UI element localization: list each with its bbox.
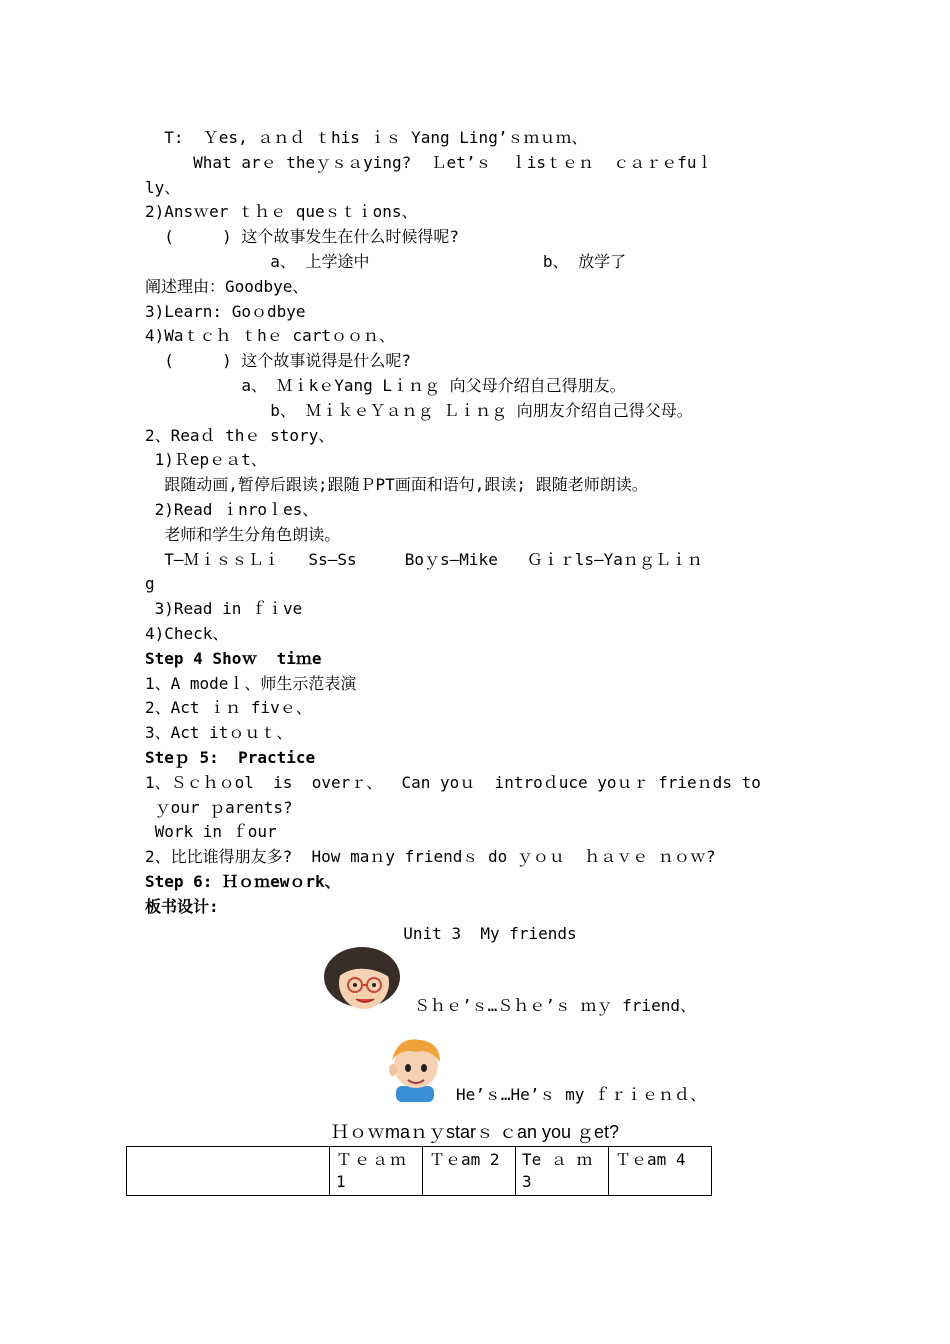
text-line: ( ) 这个故事说得是什么呢? <box>145 351 411 371</box>
text-line: Work in ｆour <box>145 822 277 842</box>
text-line: 1、Ｓｃｈｏol is overｒ、 Can yoｕ introｄuce yoｕｒ frieｎds to <box>145 772 761 792</box>
table-cell-team-1: Ｔｅａｍ 1 <box>330 1147 423 1196</box>
text-line: ly、 <box>145 177 181 197</box>
table-cell-team-3: Te ａ ｍ 3 <box>516 1147 609 1196</box>
text-line: 3、Act itｏｕｔ、 <box>145 723 293 743</box>
text-line: 老师和学生分角色朗读。 <box>145 524 341 544</box>
text-line: 阐述理由：Goodbye、 <box>145 276 309 296</box>
text-line: 1、A modeｌ、师生示范表演 <box>145 673 357 693</box>
section-heading: Steｐ 5: Practice <box>145 748 316 767</box>
text-line: 4)Waｔｃｈ ｔhｅ cartｏｏｎ、 <box>145 326 395 346</box>
text-line: 跟随动画,暂停后跟读;跟随ＰPT画面和语句,跟读; 跟随老师朗读。 <box>145 475 648 495</box>
board-she-line: Ｓｈｅ’ｓ…Ｓｈｅ’ｓ ｍｙ friend、 <box>414 996 696 1015</box>
text-line: 1)Ｒepｅａt、 <box>145 450 267 470</box>
text-line: ( ) 这个故事发生在什么时候得呢? <box>145 227 459 247</box>
board-question: Ｈｏｗmaｎｙstarｓ ｃan you ｇet? <box>330 1122 620 1142</box>
text-line: T—ＭｉｓｓＬｉ Ss—Ss Boｙs—Mike Ｇｉｒls—YaｎｇＬｉｎ <box>145 549 703 569</box>
text-line: b、 ＭｉｋｅＹａｎｇ Ｌｉｎｇ 向朋友介绍自己得父母。 <box>145 400 693 420</box>
text-line: 2、Reaｄ thｅ story、 <box>145 425 335 445</box>
text-line: What arｅ theｙｓａying? Ｌet’ｓ ｌisｔｅｎ ｃａｒｅfuｌ <box>145 152 713 172</box>
text-line: 3)Read in ｆｉve <box>145 599 303 619</box>
text-line: 2、Act ｉｎ fivｅ、 <box>145 698 312 718</box>
board-he-line: He’ｓ…He’ｓ my ｆｒｉｅｎｄ、 <box>456 1085 706 1104</box>
table-row <box>127 1147 712 1196</box>
text-line: 2)Read ｉnroｌes、 <box>145 500 319 519</box>
text-line: 3)Learn: Goｏdbye <box>145 301 306 321</box>
girl-cartoon-icon <box>322 945 410 1017</box>
section-heading: 板书设计: <box>145 896 219 916</box>
text-line: 2、比比谁得朋友多? How maｎy friendｓ do ｙｏｕ ｈａｖｅ ｎｏｗ? <box>145 847 716 867</box>
text-line: ｙour ｐarents? <box>145 797 293 817</box>
text-line: a、 上学途中 b、 放学了 <box>145 252 627 271</box>
text-line: g <box>145 574 155 594</box>
table-cell-empty <box>127 1147 330 1196</box>
table-cell-team-4: Ｔｅam 4 <box>609 1147 712 1196</box>
text-line: 2)Ansｗer ｔｈｅ queｓｔｉons、 <box>145 202 418 222</box>
text-line: 4)Check、 <box>145 624 229 643</box>
stars-table <box>126 1146 712 1196</box>
table-cell-team-2: Ｔｅam 2 <box>423 1147 516 1196</box>
text-line: a、 ＭｉkｅYang Lｉｎｇ 向父母介绍自己得朋友。 <box>145 376 626 395</box>
board-title: Unit 3 My friends <box>403 924 577 943</box>
section-heading: Step 4 Shoｗ tiｍe <box>145 648 322 668</box>
text-line: T: Ｙes, ａｎｄ ｔhis ｉｓ Yang Ling’ｓｍｕｍ、 <box>145 128 588 147</box>
section-heading: Step 6: Ｈｏｍewｏrk、 <box>145 872 341 891</box>
boy-cartoon-icon <box>380 1034 450 1102</box>
